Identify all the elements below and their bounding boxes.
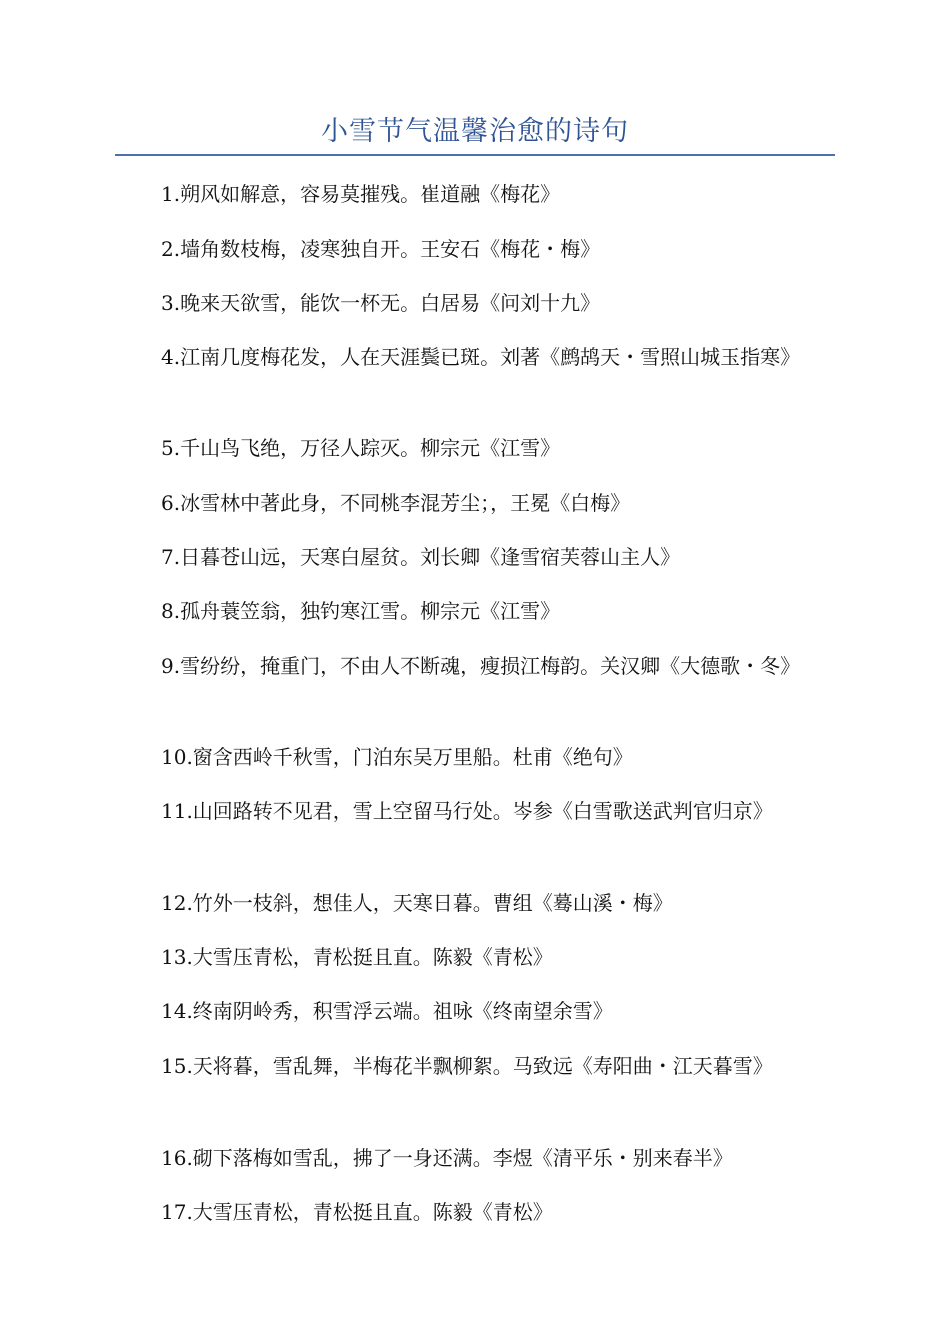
poem-line-17: 17.大雪压青松，青松挺且直。陈毅《青松》: [161, 1200, 553, 1224]
poem-line-4: 4.江南几度梅花发，人在天涯鬓已斑。刘著《鹧鸪天・雪照山城玉指寒》: [161, 345, 801, 369]
poem-line-11: 11.山回路转不见君，雪上空留马行处。岑参《白雪歌送武判官归京》: [161, 799, 773, 823]
poem-line-5: 5.千山鸟飞绝，万径人踪灭。柳宗元《江雪》: [161, 436, 561, 460]
poem-line-10: 10.窗含西岭千秋雪，门泊东吴万里船。杜甫《绝句》: [161, 745, 633, 769]
poem-line-7: 7.日暮苍山远，天寒白屋贫。刘长卿《逢雪宿芙蓉山主人》: [161, 545, 681, 569]
poem-line-9: 9.雪纷纷，掩重门，不由人不断魂，瘦损江梅韵。关汉卿《大德歌・冬》: [161, 654, 801, 678]
poem-line-13: 13.大雪压青松，青松挺且直。陈毅《青松》: [161, 945, 553, 969]
poem-line-3: 3.晚来天欲雪，能饮一杯无。白居易《问刘十九》: [161, 291, 601, 315]
poem-line-16: 16.砌下落梅如雪乱，拂了一身还满。李煜《清平乐・别来春半》: [161, 1146, 733, 1170]
document-title: 小雪节气温馨治愈的诗句: [321, 116, 629, 147]
poem-line-1: 1.朔风如解意，容易莫摧残。崔道融《梅花》: [161, 182, 561, 206]
poem-line-14: 14.终南阴岭秀，积雪浮云端。祖咏《终南望余雪》: [161, 999, 613, 1023]
title-underline: [115, 154, 835, 156]
poem-line-12: 12.竹外一枝斜，想佳人，天寒日暮。曹组《蓦山溪・梅》: [161, 891, 673, 915]
poem-line-15: 15.天将暮，雪乱舞，半梅花半飘柳絮。马致远《寿阳曲・江天暮雪》: [161, 1054, 773, 1078]
poem-line-8: 8.孤舟蓑笠翁，独钓寒江雪。柳宗元《江雪》: [161, 599, 561, 623]
poem-line-2: 2.墙角数枝梅，凌寒独自开。王安石《梅花・梅》: [161, 237, 601, 261]
poem-line-6: 6.冰雪林中著此身，不同桃李混芳尘；，王冕《白梅》: [161, 491, 631, 515]
